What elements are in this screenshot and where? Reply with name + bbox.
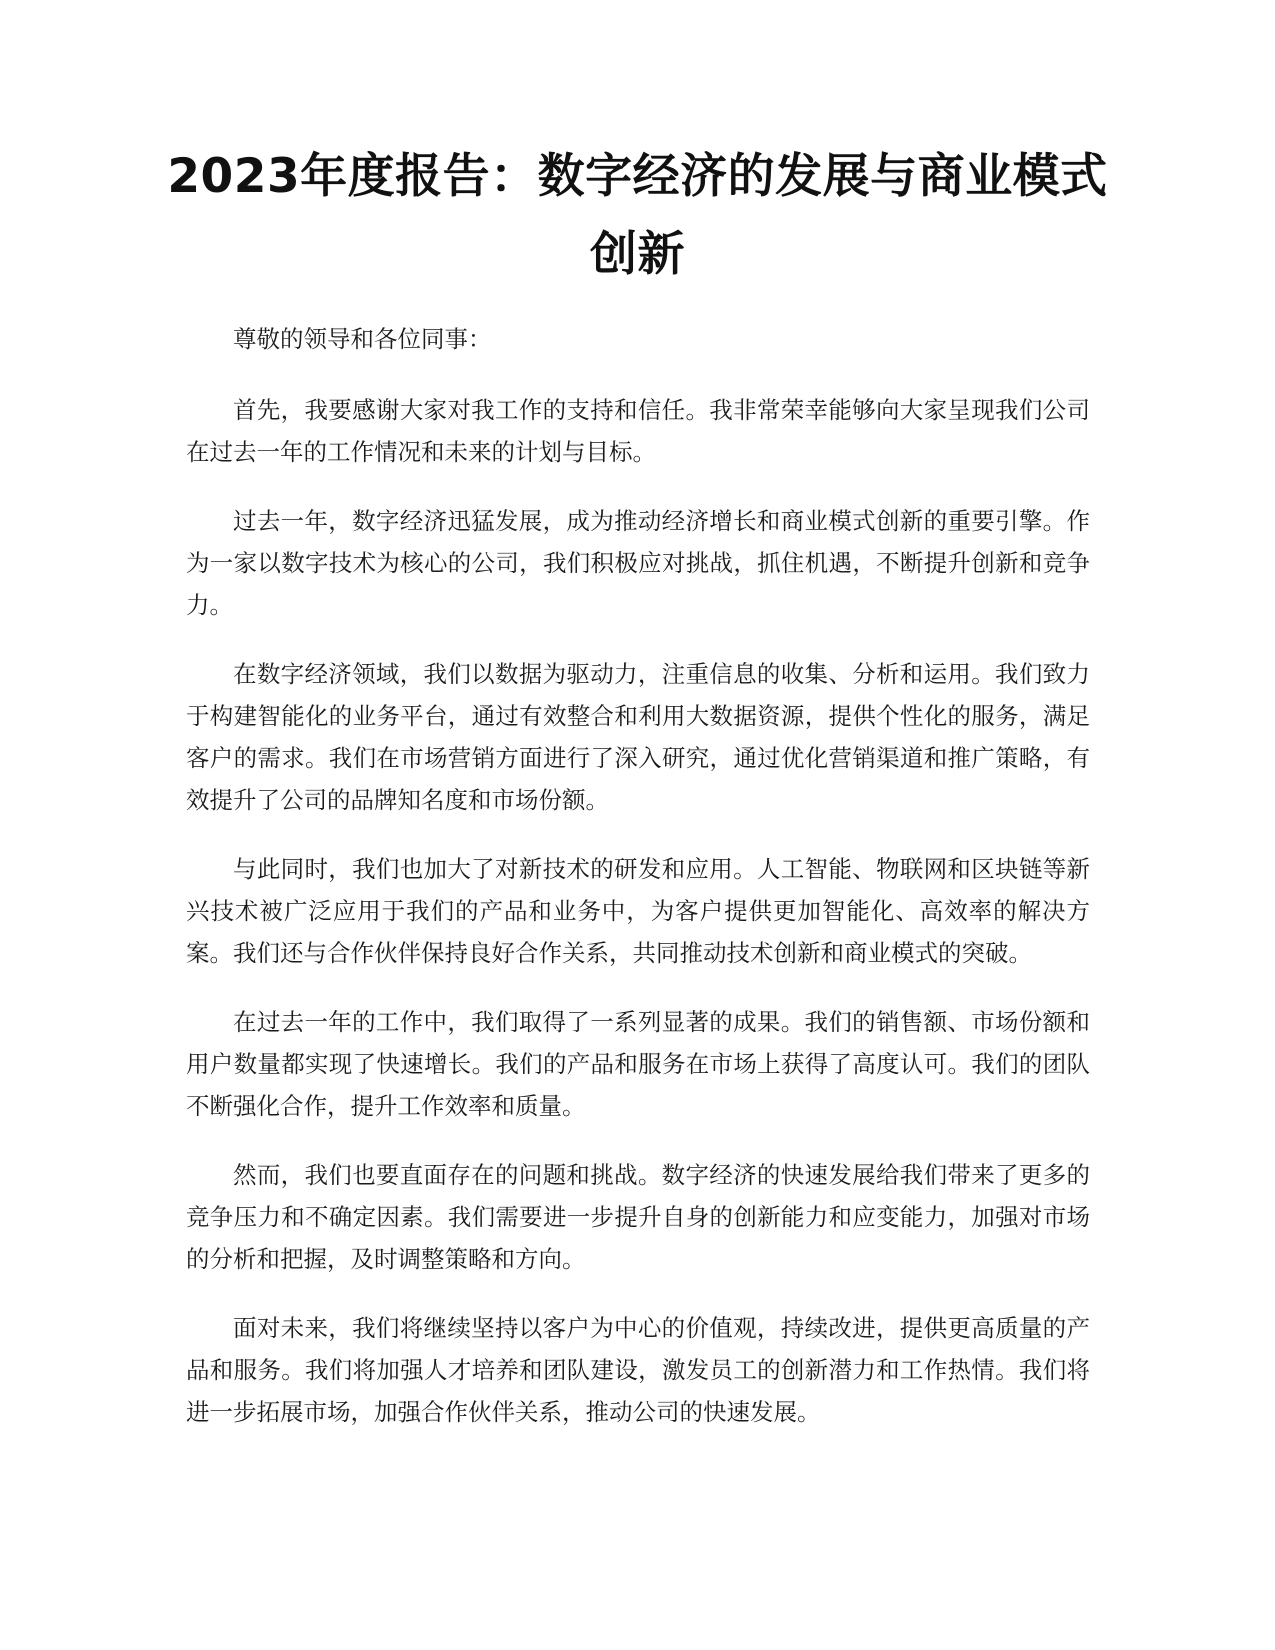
paragraph-data-driven: 在数字经济领域，我们以数据为驱动力，注重信息的收集、分析和运用。我们致力于构建智能化的业务平台，通过有效整合和利用大数据资源，提供个性化的服务，满足客户的需求。我们在市场营销方面进行了深入研究，通过优化营销渠道和推广策略，有效提升了公司的品牌知名度和市场份额。 <box>186 660 1090 814</box>
document-title: 2023年度报告：数字经济的发展与商业模式创新 <box>167 149 1108 282</box>
salutation: 尊敬的领导和各位同事： <box>233 325 492 353</box>
paragraph-future: 面对未来，我们将继续坚持以客户为中心的价值观，持续改进，提供更高质量的产品和服务。我们将加强人才培养和团队建设，激发员工的创新潜力和工作热情。我们将进一步拓展市场，加强合作伙伴关系，推动公司的快速发展。 <box>186 1314 1090 1426</box>
paragraph-achievements: 在过去一年的工作中，我们取得了一系列显著的成果。我们的销售额、市场份额和用户数量都实现了快速增长。我们的产品和服务在市场上获得了高度认可。我们的团队不断强化合作，提升工作效率和质量。 <box>186 1008 1090 1120</box>
paragraph-new-technology: 与此同时，我们也加大了对新技术的研发和应用。人工智能、物联网和区块链等新兴技术被广泛应用于我们的产品和业务中，为客户提供更加智能化、高效率的解决方案。我们还与合作伙伴保持良好合作关系，共同推动技术创新和商业模式的突破。 <box>186 855 1090 967</box>
paragraph-digital-economy: 过去一年，数字经济迅猛发展，成为推动经济增长和商业模式创新的重要引擎。作为一家以数字技术为核心的公司，我们积极应对挑战，抓住机遇，不断提升创新和竞争力。 <box>186 507 1090 619</box>
paragraph-challenges: 然而，我们也要直面存在的问题和挑战。数字经济的快速发展给我们带来了更多的竞争压力和不确定因素。我们需要进一步提升自身的创新能力和应变能力，加强对市场的分析和把握，及时调整策略和方向。 <box>186 1161 1090 1273</box>
paragraph-gratitude: 首先，我要感谢大家对我工作的支持和信任。我非常荣幸能够向大家呈现我们公司在过去一年的工作情况和未来的计划与目标。 <box>186 396 1090 466</box>
document-body <box>186 318 1090 1460</box>
